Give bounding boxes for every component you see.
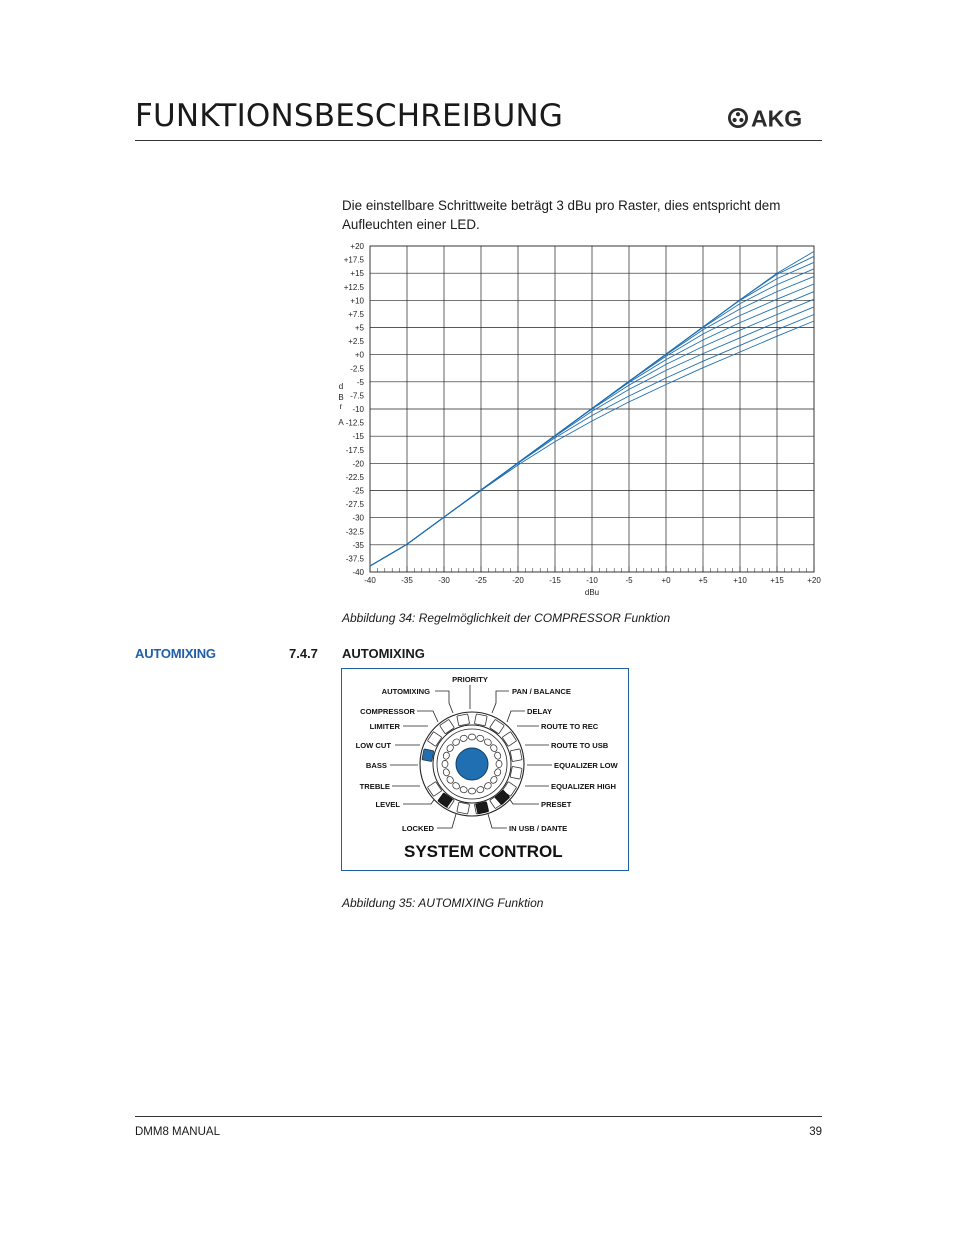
- label-route-to-usb: ROUTE TO USB: [551, 741, 609, 750]
- y-axis-label-char: A: [338, 418, 344, 427]
- akg-logo: [727, 105, 823, 131]
- led-segment: [457, 714, 470, 726]
- led-segment-shape: [510, 766, 522, 779]
- y-axis-label-char: B: [338, 393, 344, 402]
- led-segment-shape: [476, 802, 489, 814]
- section-number: 7.4.7: [289, 646, 318, 661]
- y-tick-label: +10: [350, 296, 364, 306]
- label-compressor: COMPRESSOR: [360, 707, 415, 716]
- led-segment-shape: [422, 749, 434, 762]
- y-tick-label: -20: [352, 459, 364, 469]
- led-segment-shape: [510, 749, 522, 762]
- y-tick-label: -25: [352, 486, 364, 496]
- y-tick-label: -37.5: [345, 554, 364, 564]
- sidebar-heading: AUTOMIXING: [135, 646, 216, 661]
- section-title: AUTOMIXING: [342, 646, 425, 661]
- y-tick-label: -40: [352, 568, 364, 577]
- y-tick-label: -7.5: [350, 391, 364, 401]
- y-tick-label: -27.5: [345, 500, 364, 510]
- footer-rule: [135, 1116, 822, 1117]
- knob-grip-dot: [442, 760, 448, 767]
- led-preset-dark: [476, 802, 489, 814]
- led-segment: [457, 802, 470, 814]
- y-tick-label: -15: [352, 432, 364, 442]
- y-tick-label: -22.5: [345, 472, 364, 482]
- x-axis-label: dBu: [584, 588, 600, 597]
- x-tick-label: -20: [512, 576, 524, 585]
- panel-title: SYSTEM CONTROL: [404, 842, 563, 861]
- y-tick-label: -12.5: [345, 418, 364, 428]
- akg-emblem-icon: [728, 108, 748, 128]
- system-control-panel: [341, 668, 629, 871]
- y-tick-label: -10: [352, 405, 364, 414]
- x-tick-label: +5: [698, 576, 708, 585]
- label-priority: PRIORITY: [452, 675, 488, 684]
- y-tick-label: -5: [356, 377, 364, 387]
- label-automixing: AUTOMIXING: [381, 687, 430, 696]
- led-segment: [422, 749, 434, 762]
- label-bass: BASS: [365, 761, 387, 770]
- footer-manual-name: DMM8 MANUAL: [135, 1126, 220, 1138]
- label-preset: PRESET: [541, 800, 572, 809]
- y-tick-label: +5: [354, 323, 364, 333]
- y-tick-label: +0: [354, 350, 364, 360]
- led-segment-shape: [457, 714, 470, 726]
- x-tick-label: +20: [807, 576, 821, 585]
- led-segment: [510, 749, 522, 762]
- knob-center-button[interactable]: [456, 748, 488, 780]
- y-tick-label: +2.5: [348, 337, 364, 347]
- label-equalizer-high: EQUALIZER HIGH: [551, 782, 616, 791]
- x-tick-label: -10: [586, 576, 598, 585]
- x-tick-label: -15: [549, 576, 561, 585]
- label-pan-balance: PAN / BALANCE: [512, 687, 571, 696]
- knob-grip-dot: [468, 788, 475, 794]
- x-tick-label: -35: [401, 576, 413, 585]
- label-low-cut: LOW CUT: [355, 741, 391, 750]
- x-tick-label: -25: [475, 576, 487, 585]
- y-tick-label: -17.5: [345, 445, 364, 455]
- y-tick-label: +17.5: [343, 255, 364, 265]
- x-tick-label: -30: [438, 576, 450, 585]
- compressor-chart: [330, 236, 830, 608]
- y-tick-label: -2.5: [350, 364, 364, 374]
- led-segment-shape: [457, 802, 470, 814]
- x-tick-label: -5: [625, 576, 633, 585]
- page-number: 39: [809, 1126, 822, 1138]
- x-tick-label: +0: [661, 576, 671, 585]
- knob-grip-dot: [468, 734, 475, 740]
- x-tick-label: -40: [364, 576, 376, 585]
- figure-caption-34: Abbildung 34: Regelmöglichkeit der COMPRESSOR Funktion: [342, 611, 671, 625]
- label-route-to-rec: ROUTE TO REC: [541, 722, 599, 731]
- y-axis-label-char: d: [338, 382, 344, 391]
- led-segment-shape: [474, 714, 487, 726]
- label-level: LEVEL: [375, 800, 400, 809]
- figure-caption-35: Abbildung 35: AUTOMIXING Funktion: [342, 896, 544, 910]
- label-locked: LOCKED: [401, 824, 434, 833]
- y-tick-label: -32.5: [345, 527, 364, 537]
- label-equalizer-low: EQUALIZER LOW: [554, 761, 618, 770]
- y-tick-label: +15: [350, 269, 364, 279]
- y-tick-label: +7.5: [348, 309, 364, 319]
- y-tick-label: -35: [352, 540, 364, 550]
- y-tick-label: +20: [350, 242, 364, 251]
- label-in-usb-dante: IN USB / DANTE: [509, 824, 568, 833]
- label-limiter: LIMITER: [369, 722, 400, 731]
- akg-logo-text: AKG: [751, 105, 803, 131]
- system-control-diagram: [342, 669, 628, 870]
- led-segment: [474, 714, 487, 726]
- x-tick-label: +10: [733, 576, 747, 585]
- label-delay: DELAY: [527, 707, 553, 716]
- led-segment: [510, 766, 522, 779]
- x-tick-label: +15: [770, 576, 784, 585]
- y-tick-label: +12.5: [343, 282, 364, 292]
- y-axis-label-char: r: [339, 402, 343, 411]
- intro-paragraph: Die einstellbare Schrittweite beträgt 3 dBu pro Raster, dies entspricht dem Aufleuchten einer LED.: [342, 198, 781, 232]
- y-tick-label: -30: [352, 513, 364, 523]
- page-title: FUNKTIONSBESCHREIBUNG: [135, 98, 564, 134]
- knob-grip-dot: [496, 760, 502, 767]
- dial: [420, 712, 524, 816]
- header-rule: [135, 140, 822, 141]
- label-treble: TREBLE: [359, 782, 390, 791]
